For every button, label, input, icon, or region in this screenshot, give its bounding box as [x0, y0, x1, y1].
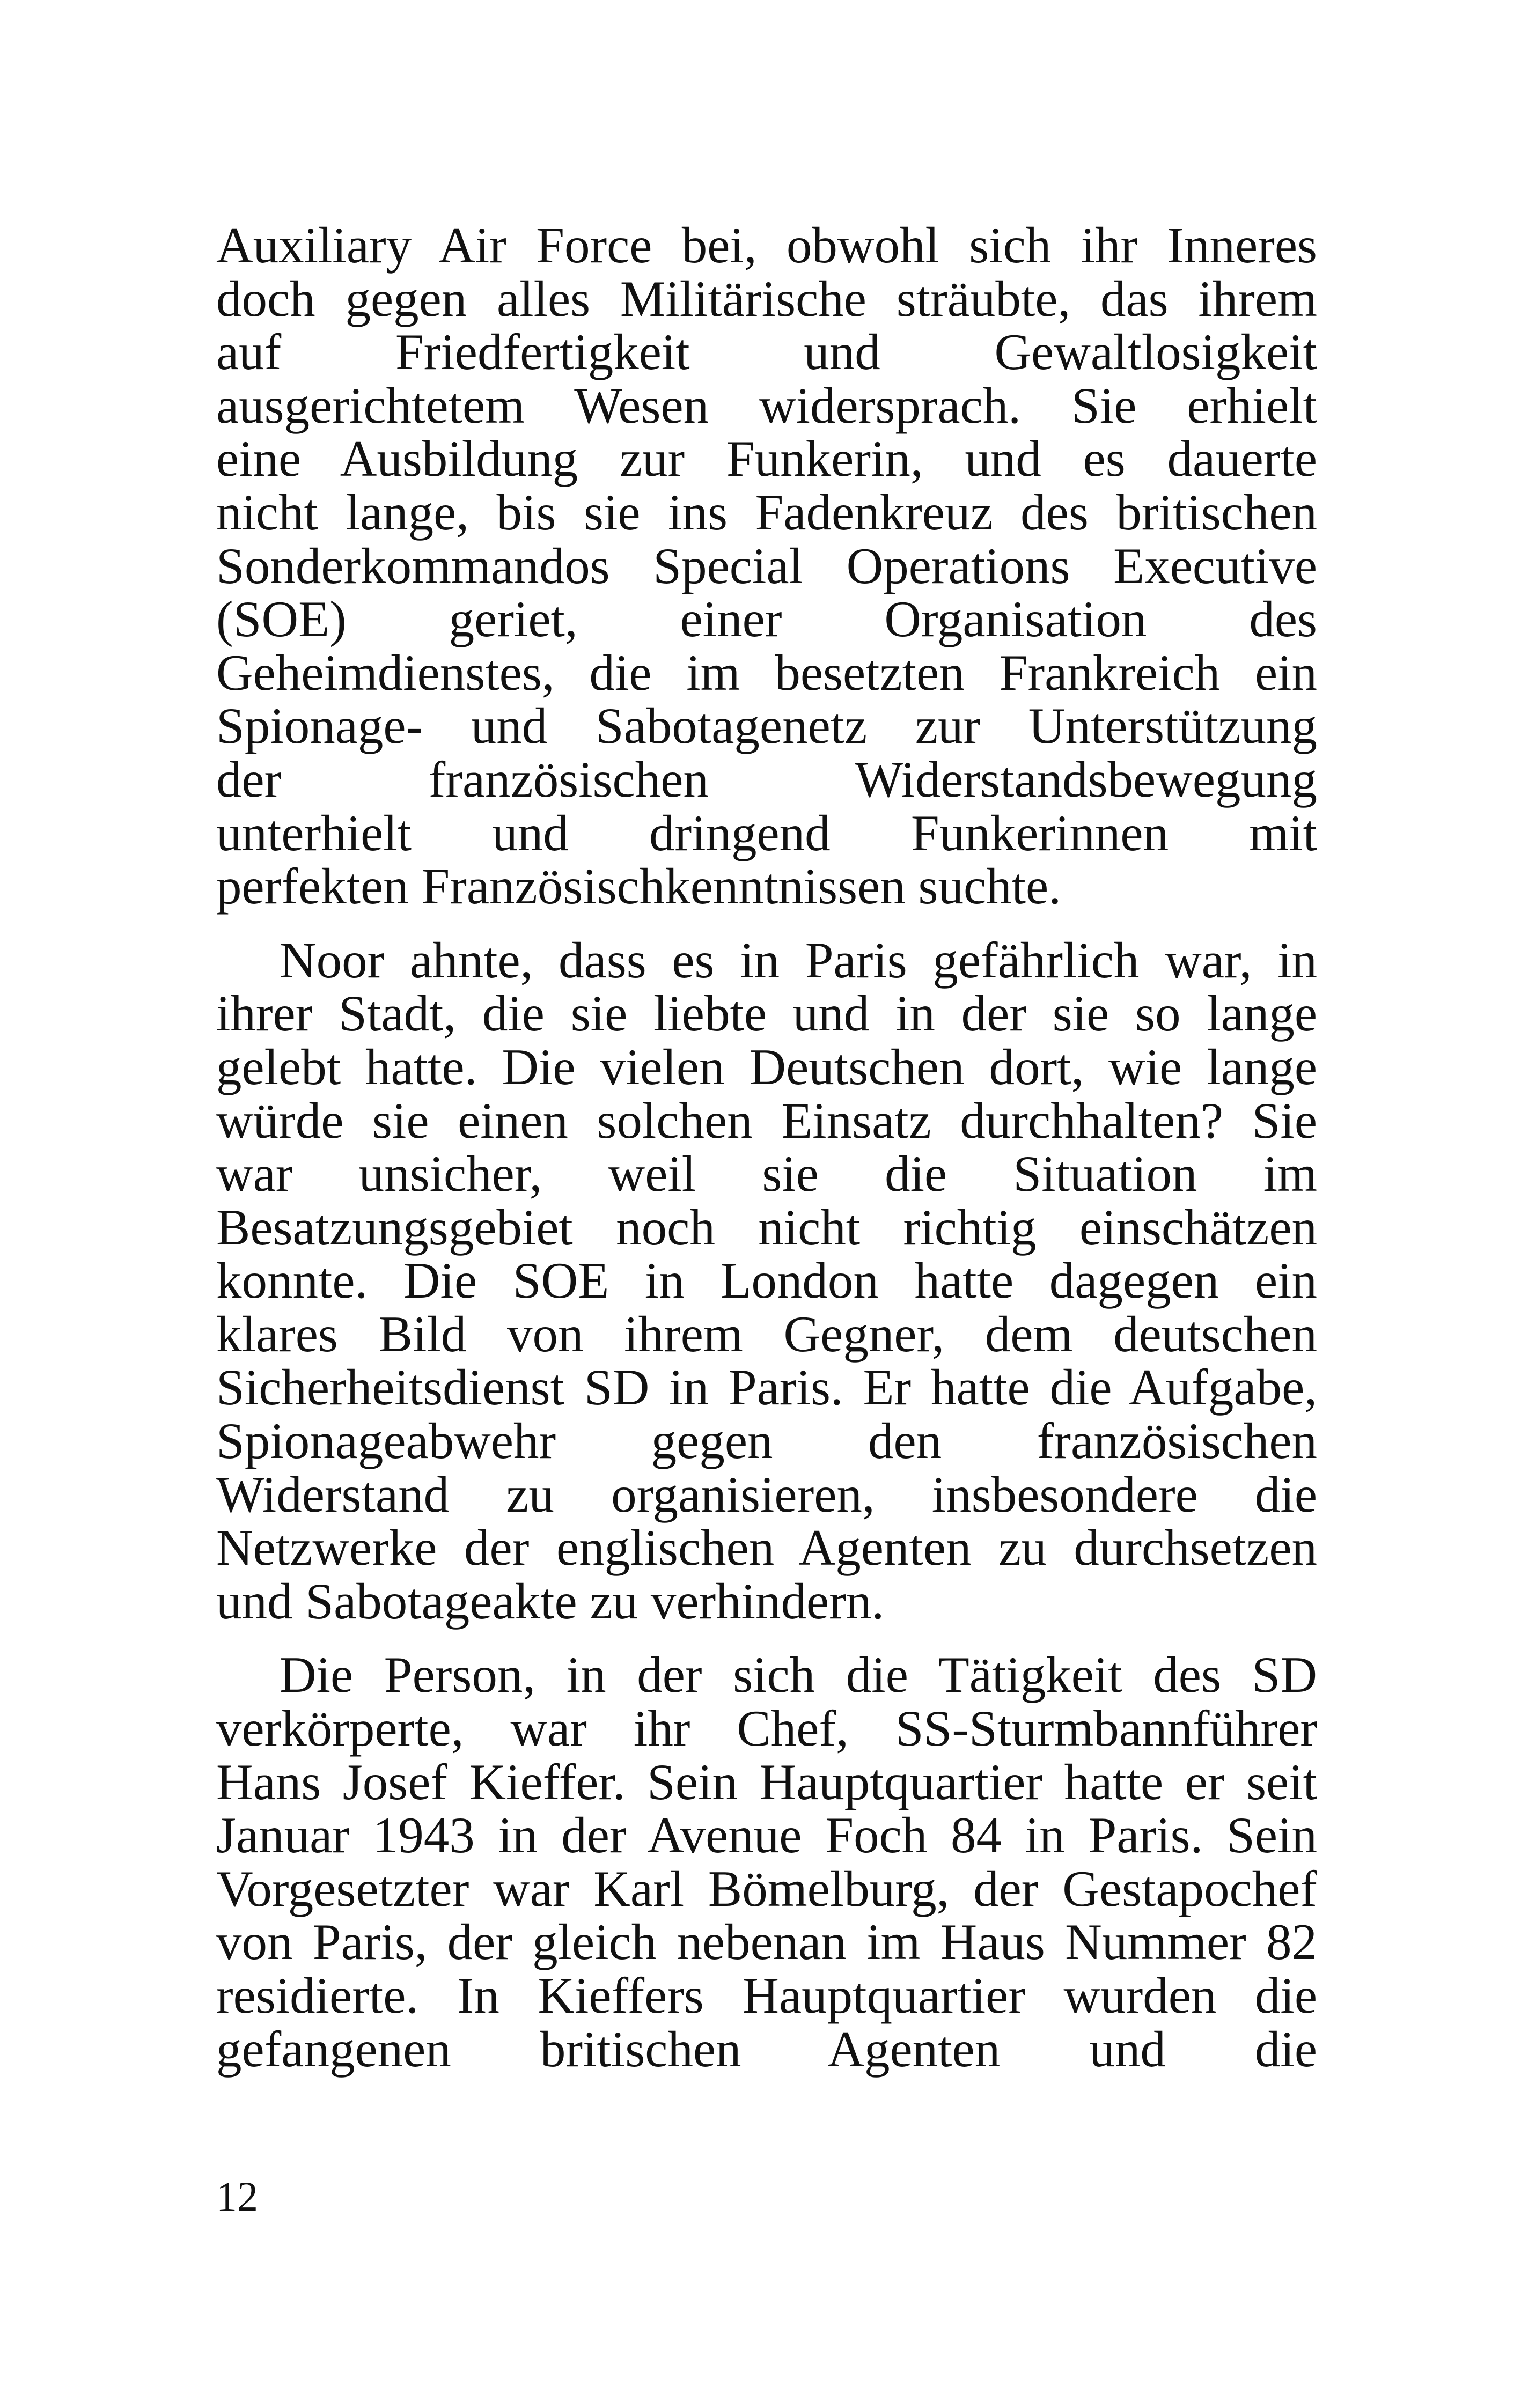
page-number: 12 — [216, 2173, 258, 2220]
paragraph-gap — [216, 914, 1317, 934]
text-line: Januar 1943 in der Avenue Foch 84 in Paris. Sein — [216, 1807, 1317, 1864]
text-line: auf Friedfertigkeit und Gewaltlosigkeit — [216, 323, 1317, 381]
text-line: gefangenen britischen Agenten und die — [216, 2020, 1317, 2078]
paragraph — [216, 219, 1317, 914]
text-line: Noor ahnte, dass es in Paris gefährlich war, in — [280, 931, 1317, 989]
text-line: perfekten Französischkenntnissen suchte. — [216, 858, 1061, 915]
text-line: Auxiliary Air Force bei, obwohl sich ihr Inneres — [216, 217, 1317, 274]
text-line: war unsicher, weil sie die Situation im — [216, 1145, 1317, 1203]
text-line: und Sabotageakte zu verhindern. — [216, 1572, 885, 1630]
text-line: Geheimdienstes, die im besetzten Frankreich ein — [216, 644, 1317, 701]
text-line: doch gegen alles Militärische sträubte, das ihrem — [216, 270, 1317, 327]
text-line: der französischen Widerstandsbewegung — [216, 750, 1317, 808]
text-line: Die Person, in der sich die Tätigkeit des SD — [280, 1646, 1317, 1704]
text-line: Hans Josef Kieffer. Sein Hauptquartier hatte er seit — [216, 1753, 1317, 1810]
text-line: Besatzungsgebiet noch nicht richtig einschätzen — [216, 1198, 1317, 1256]
paragraph — [216, 931, 1317, 1630]
text-line: gelebt hatte. Die vielen Deutschen dort, wie lange — [216, 1038, 1317, 1095]
text-line: eine Ausbildung zur Funkerin, und es dauerte — [216, 430, 1317, 488]
text-line: ihrer Stadt, die sie liebte und in der sie so lange — [216, 985, 1317, 1042]
paragraph — [216, 1648, 1317, 2076]
text-line: residierte. In Kieffers Hauptquartier wurden die — [216, 1967, 1317, 2024]
text-line: würde sie einen solchen Einsatz durchhalten? Sie — [216, 1092, 1317, 1149]
text-line: Spionageabwehr gegen den französischen — [216, 1412, 1317, 1470]
text-line: klares Bild von ihrem Gegner, dem deutschen — [216, 1305, 1317, 1363]
text-line: verkörperte, war ihr Chef, SS-Sturmbannführer — [216, 1700, 1317, 1757]
text-line: konnte. Die SOE in London hatte dagegen ein — [216, 1252, 1317, 1309]
text-line: Sicherheitsdienst SD in Paris. Er hatte die Aufgabe, — [216, 1359, 1317, 1416]
text-line: Sonderkommandos Special Operations Executive — [216, 537, 1317, 594]
text-line: unterhielt und dringend Funkerinnen mit — [216, 804, 1317, 861]
text-line: Vorgesetzter war Karl Bömelburg, der Gestapochef — [216, 1860, 1317, 1917]
text-line: Netzwerke der englischen Agenten zu durchsetzen — [216, 1519, 1317, 1577]
body-text — [216, 219, 1317, 2076]
text-line: ausgerichtetem Wesen widersprach. Sie erhielt — [216, 377, 1317, 434]
paragraph-gap — [216, 1628, 1317, 1648]
text-line: Widerstand zu organisieren, insbesondere die — [216, 1466, 1317, 1523]
text-line: von Paris, der gleich nebenan im Haus Nummer 82 — [216, 1913, 1317, 1971]
text-line: nicht lange, bis sie ins Fadenkreuz des britischen — [216, 483, 1317, 541]
text-line: (SOE) geriet, einer Organisation des — [216, 591, 1317, 648]
text-line: Spionage- und Sabotagenetz zur Unterstützung — [216, 697, 1317, 755]
